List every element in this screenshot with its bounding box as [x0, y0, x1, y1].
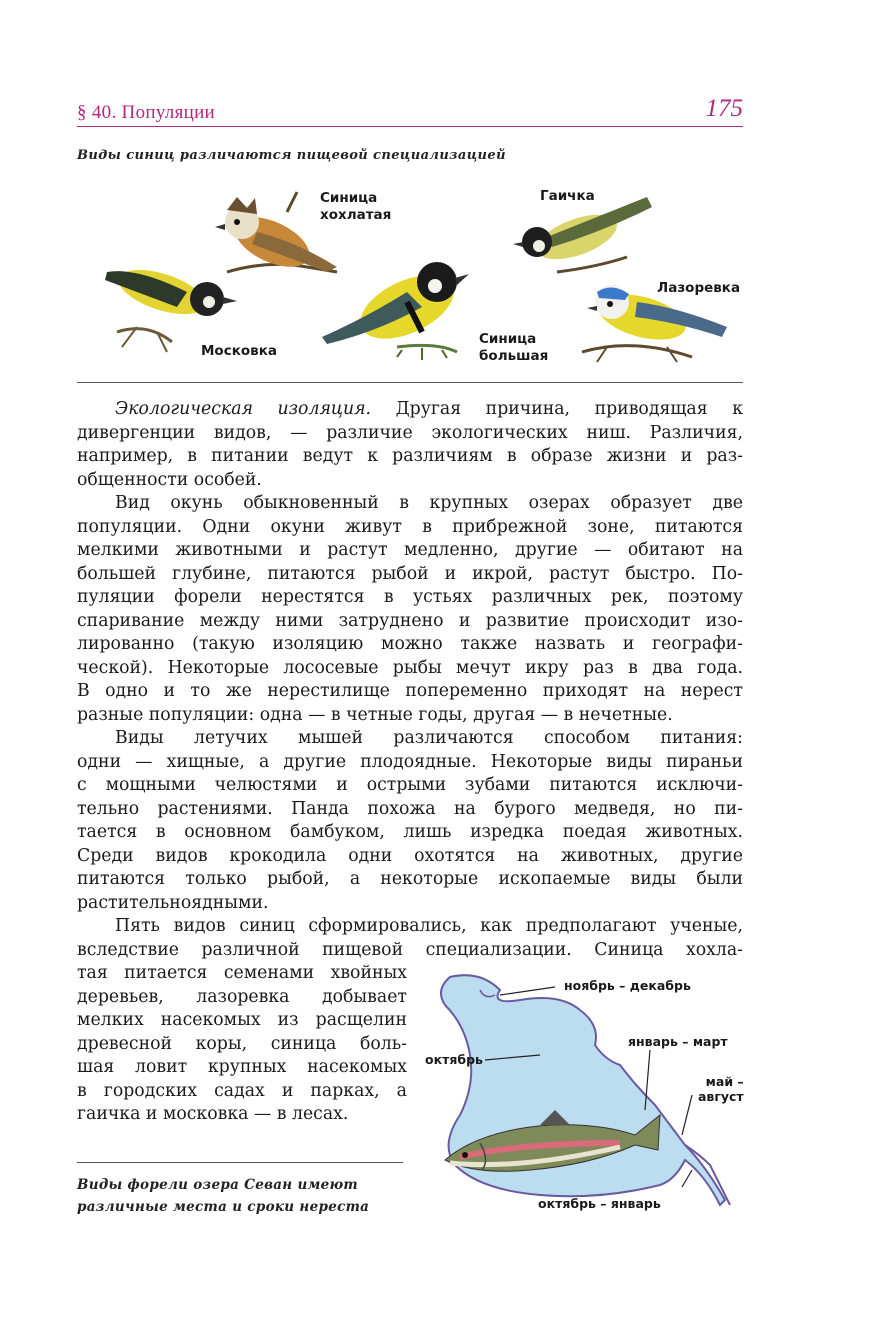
paragraph-tits-intro: Пять видов синиц сформировались, как предполагают ученые, вследствие различной пищевой специализации. Синица хохла- — [77, 916, 743, 960]
willow-tit-image — [513, 197, 652, 272]
term-ecological-isolation: Экологическая изоляция. — [115, 399, 372, 419]
label-willow-tit: Гаичка — [540, 188, 595, 204]
label-october: октябрь — [425, 1052, 483, 1067]
header-rule — [77, 126, 743, 127]
figure1-rule — [77, 382, 743, 383]
label-crested-tit: Синица хохлатая — [320, 190, 392, 223]
figure2-rule — [77, 1162, 403, 1163]
page-number: 175 — [705, 95, 743, 122]
label-nov-dec: ноябрь – декабрь — [564, 978, 691, 993]
crested-tit-image — [215, 192, 337, 277]
label-may-aug: май – август — [698, 1074, 744, 1104]
label-blue-tit: Лазоревка — [657, 280, 741, 296]
label-oct-jan: октябрь – январь — [538, 1196, 661, 1211]
label-great-tit: Синица большая — [479, 331, 549, 364]
great-tit-image — [322, 262, 469, 360]
label-jan-mar: январь – март — [628, 1034, 728, 1049]
figure1-caption: Виды синиц различаются пищевой специализацией — [77, 148, 506, 163]
coal-tit-image — [105, 261, 237, 352]
paragraph-tits-details: тая питается семенами хвойных деревьев, лазоревка добывает мелких насекомых из расщелин древесной коры, синица боль- шая ловит крупных насекомых в городских садах и парках, а гаичка и московка — в лесах. — [77, 963, 407, 1124]
label-coal-tit: Московка — [201, 343, 277, 359]
figure2-caption: Виды форели озера Севан имеют различные места и сроки нереста — [77, 1177, 370, 1215]
paragraph-ecological-isolation: Экологическая изоляция. Другая причина, приводящая к дивергенции видов, — различие экологических ниш. Различия, например, в питании ведут к различиям в образе жизни и раз- общенности особей. — [77, 399, 743, 490]
section-title: § 40. Популяции — [77, 102, 216, 123]
tits-illustration — [77, 172, 747, 372]
paragraph-feeding-differences: Виды летучих мышей различаются способом питания: одни — хищные, а другие плодоядные. Некоторые виды пираньи с мощными челюстями и острыми зубами питаются исключи- тельно растениями. Панда похожа на бурого медведя, но пи- тается в основном бамбуком, лишь изредка поедая животных. Среди видов крокодила одни охотятся на животных, другие питаются только рыбой, а некоторые ископаемые виды были растительноядными. — [77, 728, 743, 913]
paragraph-perch-trout: Вид окунь обыкновенный в крупных озерах образует две популяции. Одни окуни живут в прибрежной зоне, питаются мелкими животными и растут медленно, другие — обитают на большей глубине, питаются рыбой и икрой, растут быстро. По- пуляции форели нерестятся в устьях различных рек, поэтому спаривание между ними затруднено и развитие происходит изо- лированно (такую изоляцию можно также назвать и географи- ческой). Некоторые лососевые рыбы мечут икру раз в два года. В одно и то же нерестилище попеременно приходят на нерест разные популяции: одна — в четные годы, другая — в нечетные. — [77, 493, 743, 725]
